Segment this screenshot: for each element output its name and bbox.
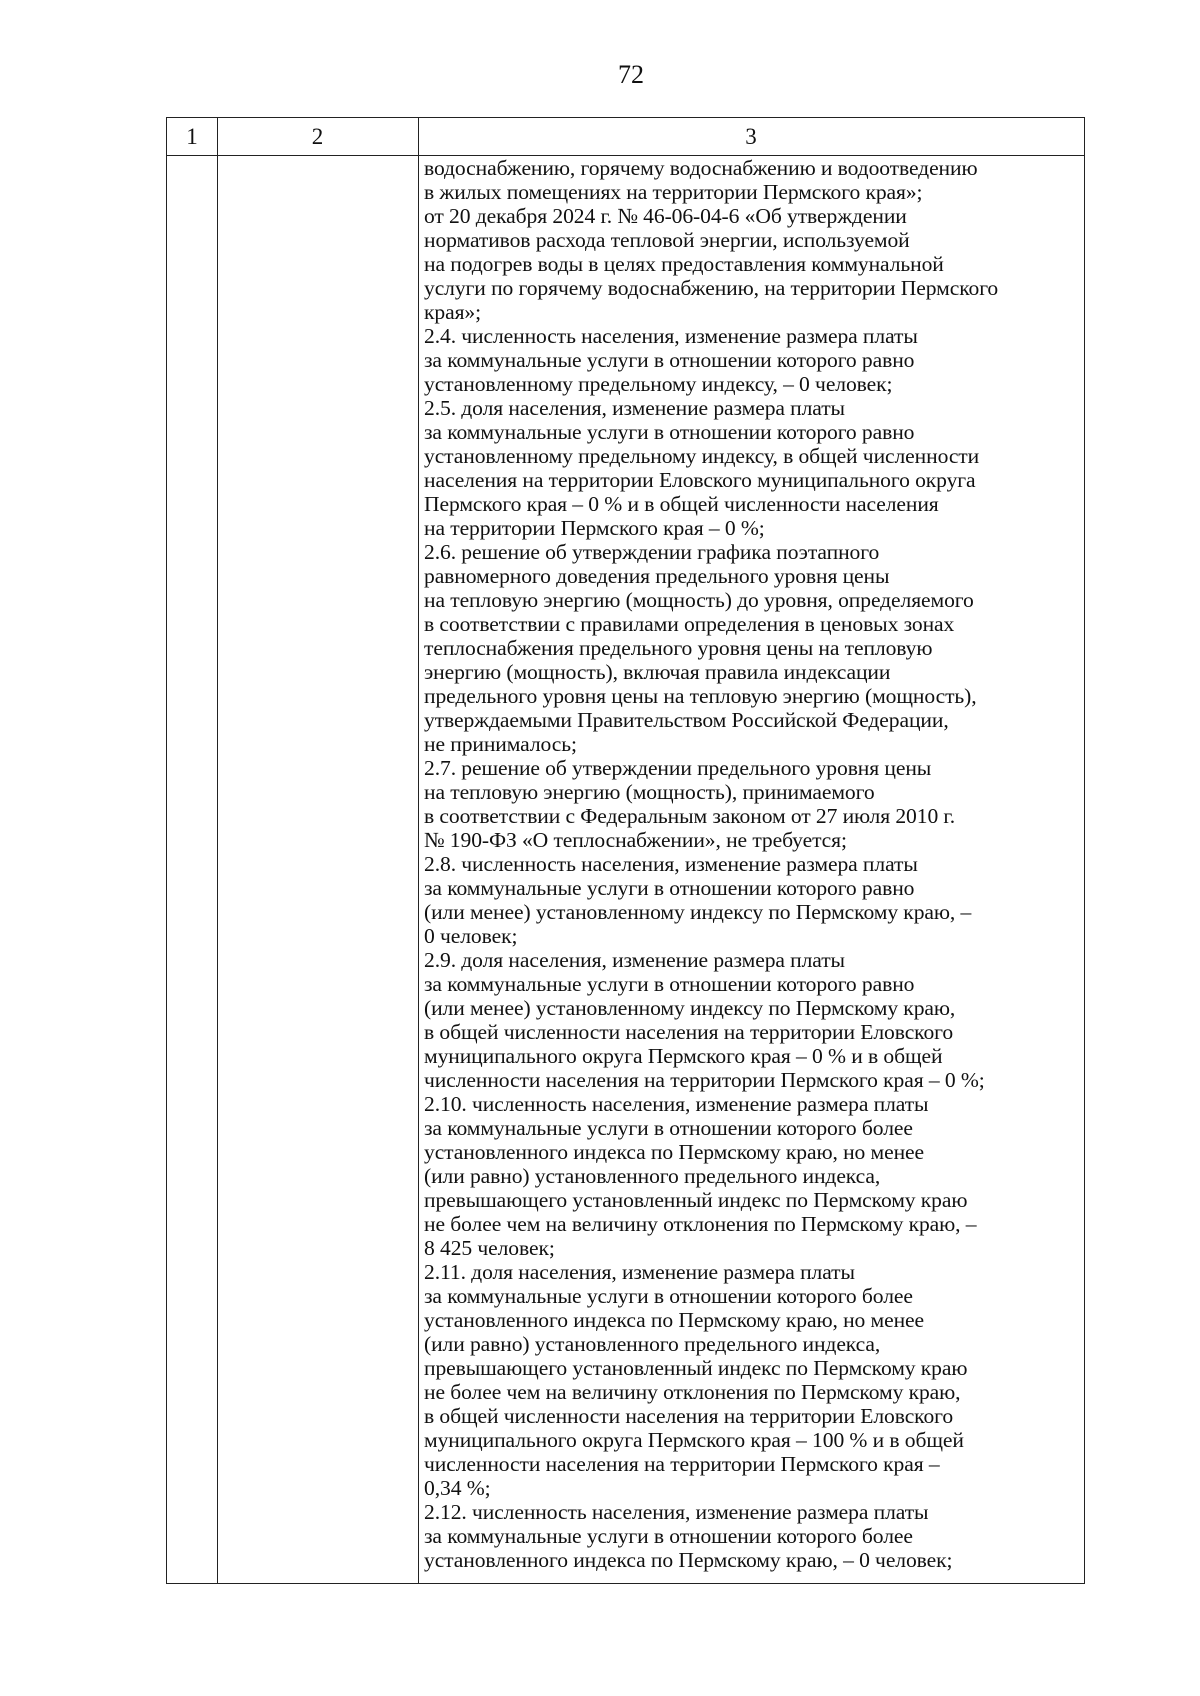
text-line: теплоснабжения предельного уровня цены на тепловую xyxy=(424,636,933,660)
column-header-2: 2 xyxy=(311,124,324,149)
text-line: 2.10. численность населения, изменение размера платы xyxy=(424,1092,929,1116)
text-line: на территории Пермского края – 0 %; xyxy=(424,516,765,540)
text-line: 8 425 человек; xyxy=(424,1236,555,1260)
text-line: за коммунальные услуги в отношении которого более xyxy=(424,1524,913,1548)
text-line: установленного индекса по Пермскому краю, но менее xyxy=(424,1308,924,1332)
text-line: (или менее) установленному индексу по Пермскому краю, – xyxy=(424,900,972,924)
page-number: 72 xyxy=(618,60,644,89)
text-line: не более чем на величину отклонения по Пермскому краю, – xyxy=(424,1212,977,1236)
text-line: 2.11. доля населения, изменение размера платы xyxy=(424,1260,855,1284)
text-line: за коммунальные услуги в отношении которого равно xyxy=(424,972,915,996)
text-line: установленному предельному индексу, – 0 человек; xyxy=(424,372,893,396)
column-divider-2 xyxy=(418,118,419,1583)
text-line: муниципального округа Пермского края – 100 % и в общей xyxy=(424,1428,964,1452)
text-line: (или менее) установленному индексу по Пермскому краю, xyxy=(424,996,956,1020)
document-table xyxy=(166,117,1085,1584)
text-line: в соответствии с правилами определения в ценовых зонах xyxy=(424,612,955,636)
text-line: установленного индекса по Пермскому краю, но менее xyxy=(424,1140,924,1164)
text-line: в общей численности населения на территории Еловского xyxy=(424,1404,954,1428)
text-line: численности населения на территории Пермского края – 0 %; xyxy=(424,1068,985,1092)
text-line: за коммунальные услуги в отношении которого равно xyxy=(424,348,915,372)
text-line: численности населения на территории Пермского края – xyxy=(424,1452,940,1476)
text-line: за коммунальные услуги в отношении которого равно xyxy=(424,420,915,444)
column-header-3: 3 xyxy=(745,124,757,149)
text-line: населения на территории Еловского муниципального округа xyxy=(424,468,976,492)
text-line: не принималось; xyxy=(424,732,577,756)
column-divider-1 xyxy=(217,118,218,1583)
table-header-row xyxy=(167,118,1084,156)
text-line: от 20 декабря 2024 г. № 46-06-04-6 «Об утверждении xyxy=(424,204,907,228)
text-line: установленному предельному индексу, в общей численности xyxy=(424,444,980,468)
text-line: муниципального округа Пермского края – 0 % и в общей xyxy=(424,1044,943,1068)
text-line: на тепловую энергию (мощность), принимаемого xyxy=(424,780,875,804)
text-line: 2.8. численность населения, изменение размера платы xyxy=(424,852,918,876)
column-3-cell xyxy=(424,156,1084,1572)
text-line: не более чем на величину отклонения по Пермскому краю, xyxy=(424,1380,961,1404)
text-line: водоснабжению, горячему водоснабжению и водоотведению xyxy=(424,156,978,180)
text-line: за коммунальные услуги в отношении которого равно xyxy=(424,876,915,900)
text-line: на подогрев воды в целях предоставления коммунальной xyxy=(424,252,944,276)
text-line: 2.12. численность населения, изменение размера платы xyxy=(424,1500,929,1524)
text-line: равномерного доведения предельного уровня цены xyxy=(424,564,890,588)
text-line: (или равно) установленного предельного индекса, xyxy=(424,1164,881,1188)
text-line: 2.7. решение об утверждении предельного уровня цены xyxy=(424,756,932,780)
text-line: 2.4. численность населения, изменение размера платы xyxy=(424,324,918,348)
text-line: в соответствии с Федеральным законом от 27 июля 2010 г. xyxy=(424,804,956,828)
text-line: 0 человек; xyxy=(424,924,518,948)
text-line: предельного уровня цены на тепловую энергию (мощность), xyxy=(424,684,977,708)
text-line: 0,34 %; xyxy=(424,1476,491,1500)
text-line: превышающего установленный индекс по Пермскому краю xyxy=(424,1356,968,1380)
text-line: услуги по горячему водоснабжению, на территории Пермского xyxy=(424,276,999,300)
text-line: утверждаемыми Правительством Российской Федерации, xyxy=(424,708,949,732)
text-line: за коммунальные услуги в отношении которого более xyxy=(424,1284,913,1308)
text-line: края»; xyxy=(424,300,482,324)
text-line: за коммунальные услуги в отношении которого более xyxy=(424,1116,913,1140)
text-line: № 190-ФЗ «О теплоснабжении», не требуется; xyxy=(424,828,847,852)
text-line: 2.6. решение об утверждении графика поэтапного xyxy=(424,540,880,564)
text-line: в общей численности населения на территории Еловского xyxy=(424,1020,954,1044)
text-line: на тепловую энергию (мощность) до уровня, определяемого xyxy=(424,588,974,612)
text-line: в жилых помещениях на территории Пермского края»; xyxy=(424,180,923,204)
text-line: нормативов расхода тепловой энергии, используемой xyxy=(424,228,910,252)
text-line: превышающего установленный индекс по Пермскому краю xyxy=(424,1188,968,1212)
text-line: 2.9. доля населения, изменение размера платы xyxy=(424,948,845,972)
text-line: (или равно) установленного предельного индекса, xyxy=(424,1332,881,1356)
text-line: энергию (мощность), включая правила индексации xyxy=(424,660,891,684)
column-header-1: 1 xyxy=(186,124,198,149)
text-line: 2.5. доля населения, изменение размера платы xyxy=(424,396,845,420)
text-line: Пермского края – 0 % и в общей численности населения xyxy=(424,492,939,516)
text-line: установленного индекса по Пермскому краю, – 0 человек; xyxy=(424,1548,953,1572)
